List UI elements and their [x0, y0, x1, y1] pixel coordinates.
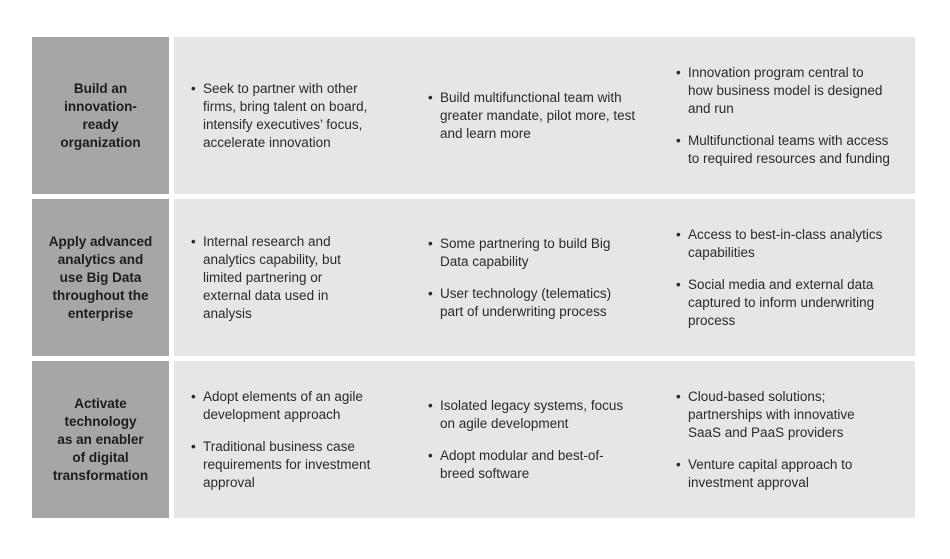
list-item: • Traditional business case requirements for investment approval: [189, 438, 421, 492]
list-item: • Internal research and analytics capability, but limited partnering or external data used in analysis: [189, 233, 421, 323]
list-item: • Seek to partner with other firms, bring talent on board, intensify executives’ focus, accelerate innovation: [189, 80, 421, 152]
list-item: • Social media and external data captured to inform underwriting process: [674, 276, 915, 330]
list-item: • Venture capital approach to investment approval: [674, 456, 915, 492]
table-row: [32, 199, 915, 356]
stage-cell-2: [426, 361, 666, 518]
list-item: • Access to best-in-class analytics capabilities: [674, 226, 915, 262]
stage-cell-1: [189, 37, 421, 194]
stage-cell-2: [426, 199, 666, 356]
stage-cell-3: [674, 361, 915, 518]
list-item: • Isolated legacy systems, focus on agile development: [426, 397, 666, 433]
list-item: • Adopt elements of an agile development approach: [189, 388, 421, 424]
stage-cell-3: [674, 37, 915, 194]
list-item: • Adopt modular and best-of- breed software: [426, 447, 666, 483]
list-item: • Some partnering to build Big Data capability: [426, 235, 666, 271]
stage-cell-2: [426, 37, 666, 194]
row-body: [174, 199, 915, 356]
row-heading: Activate technology as an enabler of digital transformation: [32, 361, 169, 518]
stage-cell-3: [674, 199, 915, 356]
list-item: • User technology (telematics) part of underwriting process: [426, 285, 666, 321]
row-body: [174, 37, 915, 194]
row-body: [174, 361, 915, 518]
stage-cell-1: [189, 199, 421, 356]
table-row: [32, 361, 915, 518]
row-heading: Apply advanced analytics and use Big Data throughout the enterprise: [32, 199, 169, 356]
list-item: • Build multifunctional team with greater mandate, pilot more, test and learn more: [426, 89, 666, 143]
capability-table: [32, 37, 915, 518]
row-heading: Build an innovation- ready organization: [32, 37, 169, 194]
list-item: • Innovation program central to how business model is designed and run: [674, 64, 915, 118]
stage-cell-1: [189, 361, 421, 518]
list-item: • Cloud-based solutions; partnerships with innovative SaaS and PaaS providers: [674, 388, 915, 442]
list-item: • Multifunctional teams with access to required resources and funding: [674, 132, 915, 168]
table-row: [32, 37, 915, 194]
